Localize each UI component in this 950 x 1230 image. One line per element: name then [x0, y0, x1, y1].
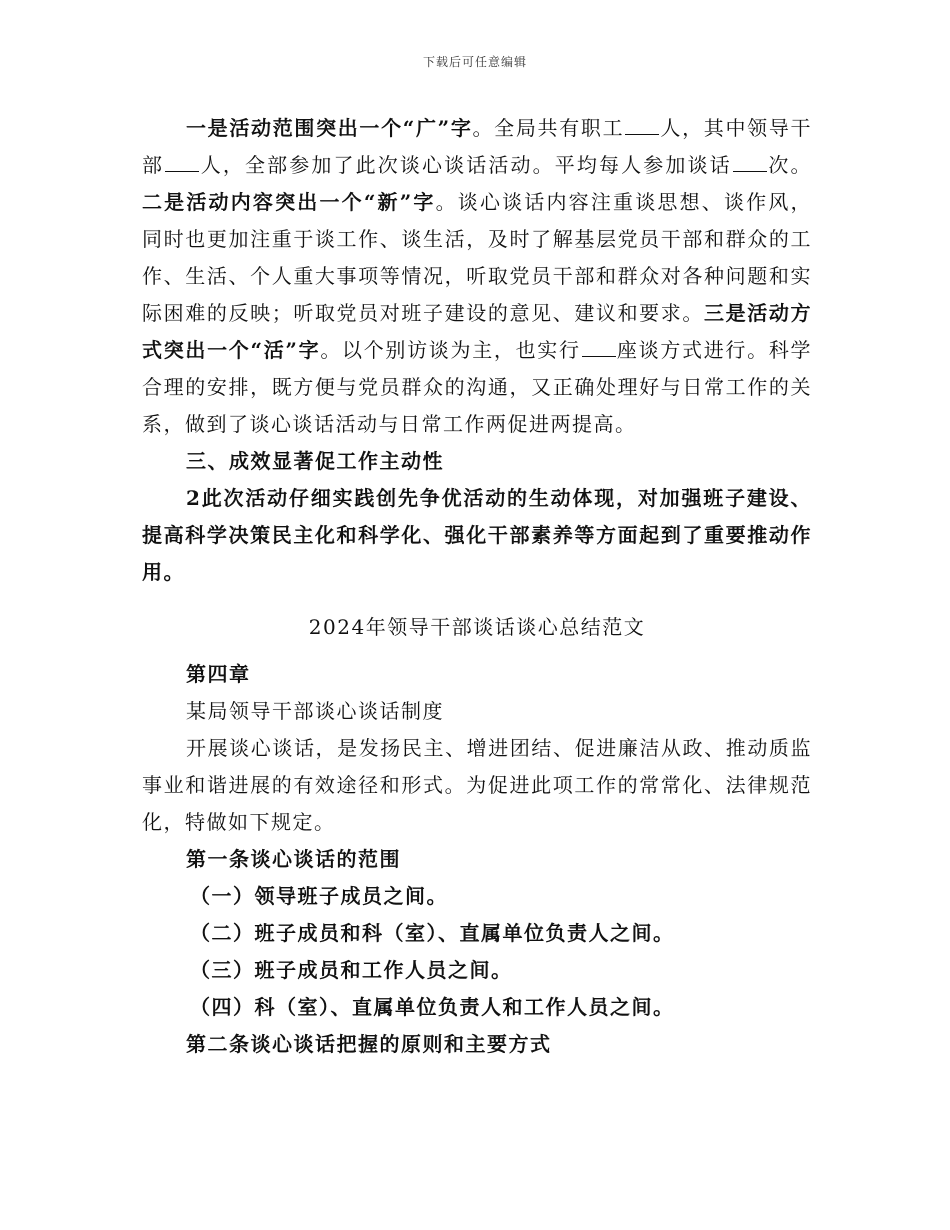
text-segment: 次。 — [767, 153, 812, 177]
blank-field — [165, 151, 199, 172]
text-segment: 。谈心谈话内容注重谈思想、谈作风，同时也更加注重于谈工作、谈生活，及时了解基层党员干部和群众的工作、生活、个人重大事项等情况，听取党员干部和群众对各种问题和实际困难的反映；听取党员对班子建设的意见、建议和要求。 — [142, 190, 813, 325]
list-item: （一）领导班子成员之间。 — [190, 884, 448, 908]
blank-field — [733, 151, 767, 172]
list-item: （四）科（室）、直属单位负责人和工作人员之间。 — [190, 995, 675, 1019]
text-segment: 人，其中领导干部 — [142, 116, 812, 177]
article-two-heading: 第二条谈心谈话把握的原则和主要方式 — [186, 1032, 552, 1056]
blank-field — [625, 114, 659, 135]
document-subtitle: 某局领导干部谈心谈话制度 — [186, 699, 444, 723]
section-three-heading: 三、成效显著促工作主动性 — [186, 449, 444, 473]
text-segment: 。全局共有职工 — [472, 116, 625, 140]
point-two-heading: 二是活动内容突出一个“新”字 — [142, 190, 436, 214]
chapter-heading: 第四章 — [186, 662, 251, 686]
list-item: （三）班子成员和工作人员之间。 — [190, 958, 513, 982]
text-segment: 座谈方式进行。科学合理的安排，既方便与党员群众的沟通，又正确处理好与日常工作的关系，做到了谈心谈话活动与日常工作两促进两提高。 — [142, 338, 813, 436]
section-three-body: 2此次活动仔细实践创先争优活动的生动体现，对加强班子建设、提高科学决策民主化和科学化、强化干部素养等方面起到了重要推动作用。 — [142, 486, 812, 584]
paragraph-activity-features — [142, 110, 812, 443]
list-item: （二）班子成员和科（室）、直属单位负责人之间。 — [190, 921, 675, 945]
blank-field — [582, 336, 616, 357]
point-three-heading: 三是活动方式突出一个“活”字 — [142, 301, 813, 362]
text-segment: 人，全部参加了此次谈心谈话活动。平均每人参加谈话 — [200, 153, 732, 177]
document-title: 2024年领导干部谈话谈心总结范文 — [308, 615, 646, 639]
document-body — [142, 110, 812, 1063]
point-one-heading: 一是活动范围突出一个“广”字 — [186, 116, 473, 140]
article-one-heading: 第一条谈心谈话的范围 — [186, 847, 401, 871]
page-header: 下载后可任意编辑 — [422, 55, 527, 69]
text-segment: 。以个别访谈为主，也实行 — [320, 338, 581, 362]
intro-paragraph: 开展谈心谈话，是发扬民主、增进团结、促进廉洁从政、推动质监事业和谐进展的有效途径和形式。为促进此项工作的常常化、法律规范化，特做如下规定。 — [142, 736, 812, 834]
